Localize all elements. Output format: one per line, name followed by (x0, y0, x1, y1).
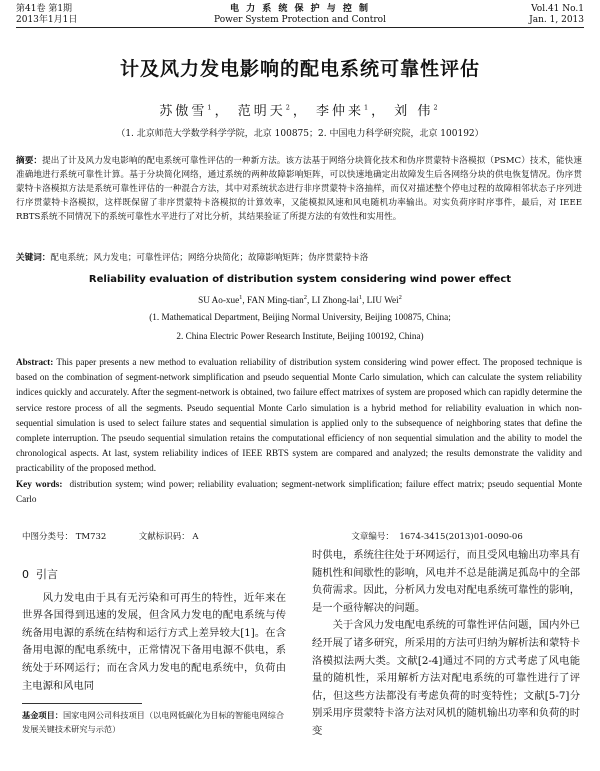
clc-code: 中图分类号： TM732 (22, 532, 107, 542)
abstract-cn-text: 提出了计及风力发电影响的配电系统可靠性评估的一种新方法。该方法基于网络分块简化技术和伪序贯蒙特卡洛模拟（PSMC）技术，能快速准确地进行系统可靠性计算。基于分块简化网络，通过系统的两种故障影响矩阵，可以快速地确定出故障发生后各网络分块的供电恢复情况。伪序贯蒙特卡洛模拟方法是系统可靠性评估的一种混合方法，其中对系统状态进行非序贯蒙特卡洛抽样，而仅对描述整个停电过程的故障相邻状态子序列进行序贯蒙特卡洛模拟，这样既保留了非序贯蒙特卡洛模拟的计算效率，又能模拟风速和风电随机功率输出。对实负荷序时序事件，最后，对 IEEE RBTS系统不同情况下的系统可靠性水平进行了对比分析，其结果验证了所提方法的有效性和实用性。 (16, 156, 582, 222)
abstract-en-label: Abstract: (16, 357, 54, 367)
section-number: 0 (22, 568, 29, 581)
intro-paragraph-2: 关于含风力发电配电系统的可靠性评估问题，国内外已经开展了诸多研究，所采用的方法可归纳为解析法和蒙特卡洛模拟法两大类。文献[2-4]通过不同的方式考虑了风电能量的随机性，采用解析方法对配电系统的可靠性进行了评估，但这些方法都没有考虑负荷的时变特性；文献[5-7]分别采用序贯蒙特卡洛方法对风机的随机输出功率和负荷的时变 (312, 619, 580, 737)
volume-issue-cn: 第41卷 第1期 (16, 4, 73, 14)
abstract-cn (16, 154, 582, 224)
section-heading (22, 566, 286, 584)
body-left-column (22, 566, 286, 695)
section-title: 引言 (36, 568, 58, 581)
classification-line (22, 530, 582, 542)
body-right-column (312, 547, 580, 741)
author-en: LI Zhong-lai$^1$ (311, 294, 363, 306)
keywords-en-text: distribution system; wind power; reliability evaluation; segment-network simplification; failure effect matrix; pseudo sequential Monte Carlo (16, 478, 583, 504)
header-rule (16, 27, 584, 28)
header-right (529, 4, 584, 26)
funding-text: 国家电网公司科技项目（以电网低碳化为目标的智能电网综合发展关键技术研究与示范） (22, 710, 285, 734)
keywords-en (16, 477, 582, 507)
volume-issue-en: Vol.41 No.1 (531, 4, 584, 14)
paper-title-en: Reliability evaluation of distribution system considering wind power effect (88, 274, 512, 285)
intro-paragraph-1-cont: 时供电，系统往往处于环网运行，而且受风电输出功率具有随机性和间歇性的影响，风电并不总是能满足孤岛中的全部负荷需求。因此，分析风力发电对配电系统可靠性的影响，是一个亟待解决的问题。 (312, 549, 580, 614)
author: 范明天$^2$ (237, 103, 293, 119)
author-list-en: SU Ao-xue$^1$, FAN Ming-tian$^2$, LI Zhong-lai$^1$, LIU Wei$^2$ (198, 294, 402, 306)
author-list: 苏傲雪$^1$， 范明天$^2$， 李仲来$^1$， 刘 伟$^2$ (159, 103, 441, 119)
author-en: LIU Wei$^2$ (366, 294, 402, 306)
author: 李仲来$^1$ (316, 103, 372, 119)
author: 刘 伟$^2$ (394, 103, 441, 119)
keywords-cn-label: 关键词： (16, 253, 51, 263)
doc-code: 文献标识码： A (138, 532, 199, 542)
intro-paragraph-1: 风力发电由于具有无污染和可再生的特性，近年来在世界各国得到迅速的发展，但含风力发电的配电系统与传统备用电源的系统在结构和运行方式上差异较大[1]。在含备用电源的配电系统中，正常情况下备用电源不供电，系统处于环网运行；而在含风力发电的配电系统中，负荷由主电源和风电同 (22, 591, 286, 692)
funding-footnote (22, 708, 286, 736)
abstract-en-text: This paper presents a new method to evaluation reliability of distribution system considering wind power effect. The proposed technique is based on the combination of segment-network simplification and pseudo sequential Monte Carlo simulation, which can calculate the system reliability indices quickly and accurately. After the segment-network is obtained, two failure effect matrixes of system are proposed which can rapidly determine the service restore process of all the segments. Pseudo sequential Monte Carlo simulation is a hybrid method for reliability evaluation in which non-sequential simulation is used to select failure states and sequential simulation is applied only to the subsequence of neighboring states that define the complete interruption. The pseudo sequential simulation retains the computational efficiency of non sequential simulation and the ability to model the chronological aspects. At last, system reliability indices of IEEE RBTS system are compared and analyzed; the results demonstrate the validity and practicability of the proposed method. (16, 357, 582, 474)
footnote-rule (22, 703, 142, 704)
author-en: SU Ao-xue$^1$ (198, 294, 243, 306)
keywords-cn (16, 251, 582, 265)
affiliation-en-2: 2. China Electric Power Research Institute, Beijing 100192, China) (176, 331, 424, 341)
date-en: Jan. 1, 2013 (529, 15, 584, 25)
paper-title: 计及风力发电影响的配电系统可靠性评估 (119, 58, 480, 80)
author-en: FAN Ming-tian$^2$ (247, 294, 308, 306)
funding-label: 基金项目： (22, 710, 63, 720)
date-cn: 2013年1月1日 (16, 15, 78, 25)
journal-name-cn: 电 力 系 统 保 护 与 控 制 (229, 4, 371, 14)
keywords-cn-text: 配电系统；风力发电；可靠性评估；网络分块简化；故障影响矩阵；伪序贯蒙特卡洛 (50, 253, 369, 263)
abstract-en-body (16, 355, 582, 477)
journal-name-en: Power System Protection and Control (214, 15, 386, 25)
author: 苏傲雪$^1$ (159, 103, 215, 119)
abstract-cn-label: 摘要： (16, 156, 43, 166)
article-number: 文章编号： 1674-3415(2013)01-0090-06 (351, 532, 523, 542)
abstract-en (16, 355, 582, 507)
affiliation-cn: （1. 北京师范大学数学科学学院，北京 100875；2. 中国电力科学研究院，北京 100192） (116, 129, 484, 139)
keywords-en-label: Key words: (16, 478, 63, 489)
affiliation-en-1: (1. Mathematical Department, Beijing Normal University, Beijing 100875, China; (149, 312, 451, 322)
header-center (16, 4, 584, 26)
